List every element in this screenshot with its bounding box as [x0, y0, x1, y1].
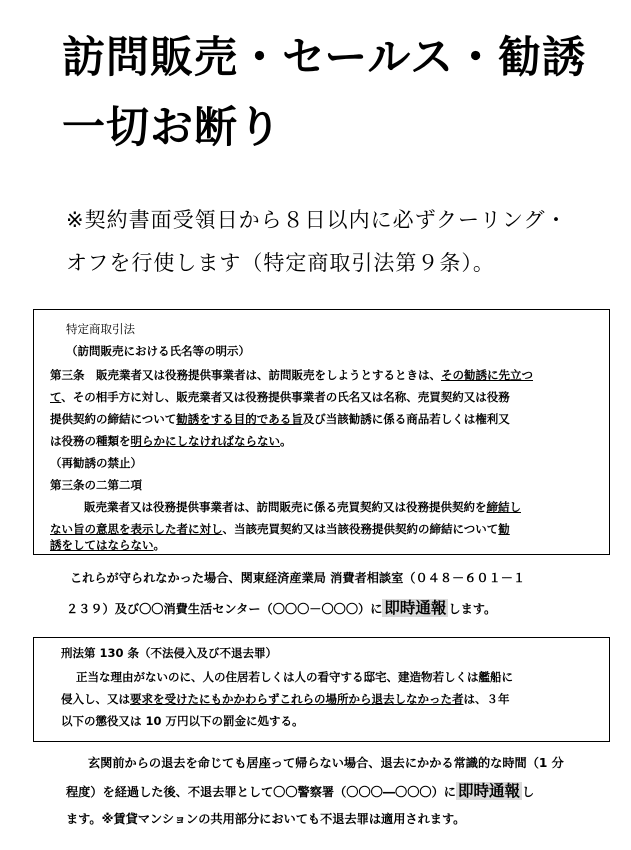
article-1-line-4: は役務の種類を明らかにしなければならない。: [50, 434, 292, 448]
penal-code-title: 刑法第 130 条（不法侵入及び不退去罪）: [61, 646, 278, 660]
article-1-line-3: 提供契約の締結について勧誘をする目的である旨及び当該勧誘に係る商品若しくは権利又: [50, 412, 510, 426]
notice-line-2: オフを行使します（特定商取引法第９条）。: [66, 251, 495, 275]
para-2-line-2: 程度）を経過した後、不退去罪として〇〇警察署（〇〇〇―〇〇〇）に 即時通報 し: [66, 782, 535, 800]
para-1-line-2: ２３９）及び〇〇消費生活センター（〇〇〇－〇〇〇）に 即時通報 します。: [66, 599, 497, 617]
immediate-report-highlight-2: 即時通報: [458, 782, 521, 800]
article-2-line-2: ない旨の意思を表示した者に対し、当該売買契約又は当該役務提供契約の締結について勧: [50, 522, 510, 536]
article-2-line-1: 販売業者又は役務提供事業者は、訪問販売に係る売買契約又は役務提供契約を締結し: [84, 500, 521, 514]
law-heading-1: （訪問販売における氏名等の明示）: [66, 344, 250, 358]
law-heading-2: （再勧誘の禁止）: [50, 456, 142, 470]
article-1-line-1: 第三条 販売業者又は役務提供事業者は、訪問販売をしようとするときは、その勧誘に先立つ: [50, 368, 533, 382]
article-1-line-2: て、その相手方に対し、販売業者又は役務提供事業者の氏名又は名称、売買契約又は役務: [50, 390, 510, 404]
notice-line-1: ※契約書面受領日から８日以内に必ずクーリング・: [66, 208, 568, 232]
article-2-title: 第三条の二第二項: [50, 478, 142, 492]
penal-code-box: [33, 637, 610, 742]
penal-code-line-2: 侵入し、又は要求を受けたにもかかわらずこれらの場所から退去しなかった者は、３年: [61, 692, 510, 706]
law-name: 特定商取引法: [66, 322, 135, 336]
penal-code-line-3: 以下の懲役又は 10 万円以下の罰金に処する。: [61, 714, 304, 728]
title-line-1: 訪問販売・セールス・勧誘: [62, 33, 587, 83]
para-1-line-1: これらが守られなかった場合、関東経済産業局 消費者相談室（０４８－６０１－１: [70, 571, 526, 585]
para-2-line-1: 玄関前からの退去を命じても居座って帰らない場合、退去にかかる常識的な時間（1 分: [88, 756, 564, 770]
immediate-report-highlight-1: 即時通報: [384, 599, 447, 617]
title-line-2: 一切お断り: [62, 103, 282, 153]
penal-code-line-1: 正当な理由がないのに、人の住居若しくは人の看守する邸宅、建造物若しくは艦船に: [76, 670, 513, 684]
article-2-line-3: 誘をしてはならない。: [50, 538, 165, 552]
law-box: [33, 309, 610, 555]
para-2-line-3: ます。※賃貸マンションの共用部分においても不退去罪は適用されます。: [66, 812, 466, 826]
